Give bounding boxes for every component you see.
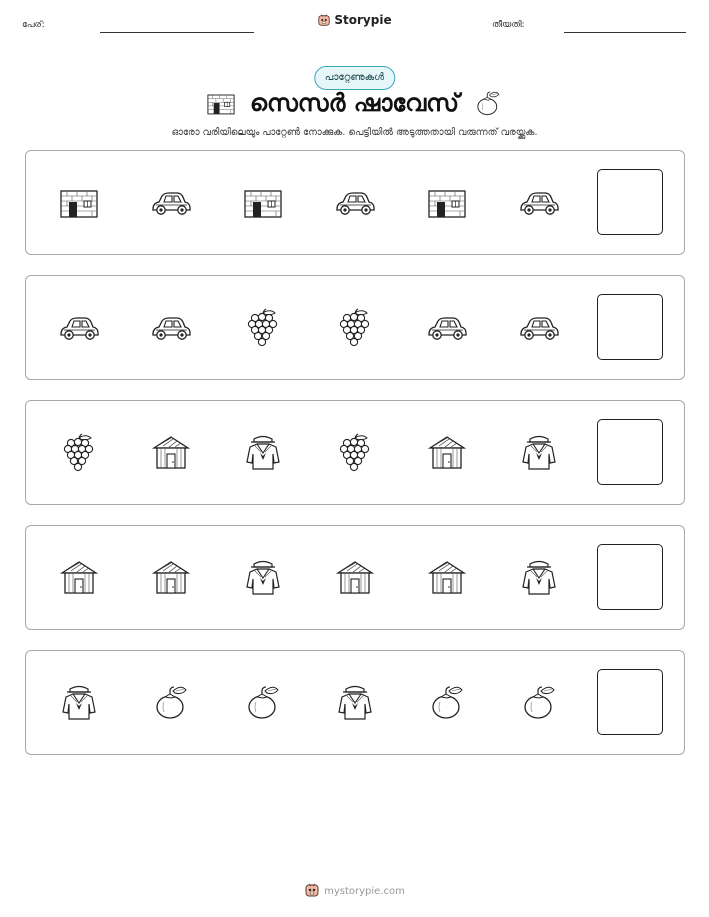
pattern-cell — [333, 307, 377, 347]
page-title: സെസർ ഷാവേസ് — [249, 89, 460, 117]
grapes-icon — [333, 432, 377, 472]
pattern-cell — [517, 432, 561, 472]
wooden-house-icon — [149, 432, 193, 472]
wooden-house-icon — [425, 557, 469, 597]
pattern-cell — [517, 182, 561, 222]
pattern-cell — [333, 557, 377, 597]
pattern-cell — [425, 182, 469, 222]
answer-box[interactable] — [597, 544, 663, 610]
footer-url[interactable]: mystorypie.com — [324, 886, 405, 897]
name-label: പേര്: — [22, 20, 45, 30]
pattern-cell — [241, 307, 285, 347]
car-icon — [425, 307, 469, 347]
pattern-row — [25, 150, 685, 255]
grapes-icon — [333, 307, 377, 347]
wooden-house-icon — [149, 557, 193, 597]
car-icon — [149, 307, 193, 347]
sailor-shirt-icon — [241, 557, 285, 597]
wooden-house-icon — [57, 557, 101, 597]
pattern-cell — [149, 307, 193, 347]
title-row — [0, 88, 709, 122]
tomato-icon — [472, 88, 504, 118]
pattern-cell — [241, 557, 285, 597]
pattern-cell — [57, 307, 101, 347]
brand — [0, 13, 709, 27]
category-badge: പാറ്റേണുകൾ — [314, 66, 395, 90]
brick-house-icon — [425, 182, 469, 222]
name-line[interactable] — [100, 32, 254, 33]
car-icon — [517, 182, 561, 222]
pattern-cell — [425, 307, 469, 347]
pattern-row — [25, 400, 685, 505]
storypie-logo-icon — [317, 13, 331, 27]
pattern-cell — [57, 182, 101, 222]
brick-house-icon — [205, 88, 237, 118]
pattern-cell — [149, 682, 193, 722]
tomato-icon — [149, 682, 193, 722]
pattern-row — [25, 525, 685, 630]
date-line[interactable] — [564, 32, 686, 33]
sailor-shirt-icon — [241, 432, 285, 472]
answer-box[interactable] — [597, 669, 663, 735]
pattern-cell — [517, 307, 561, 347]
pattern-cell — [241, 182, 285, 222]
pattern-cell — [57, 432, 101, 472]
pattern-cell — [425, 682, 469, 722]
car-icon — [333, 182, 377, 222]
pattern-cell — [333, 682, 377, 722]
pattern-cell — [149, 182, 193, 222]
pattern-row — [25, 650, 685, 755]
car-icon — [149, 182, 193, 222]
answer-box[interactable] — [597, 169, 663, 235]
storypie-logo-icon — [304, 882, 320, 898]
pattern-cell — [57, 557, 101, 597]
pattern-cell — [517, 682, 561, 722]
sailor-shirt-icon — [333, 682, 377, 722]
brand-name: Storypie — [334, 13, 392, 27]
instructions: ഓരോ വരിയിലെയും പാറ്റേൺ നോക്കുക. പെട്ടിയിൽ അടുത്തതായി വരുന്നത് വരയ്ക്കുക. — [171, 127, 538, 138]
sailor-shirt-icon — [517, 432, 561, 472]
pattern-row — [25, 275, 685, 380]
car-icon — [57, 307, 101, 347]
tomato-icon — [425, 682, 469, 722]
grapes-icon — [241, 307, 285, 347]
pattern-cell — [425, 557, 469, 597]
tomato-icon — [241, 682, 285, 722]
pattern-cell — [241, 682, 285, 722]
answer-box[interactable] — [597, 294, 663, 360]
pattern-cell — [57, 682, 101, 722]
wooden-house-icon — [425, 432, 469, 472]
pattern-cell — [517, 557, 561, 597]
pattern-cell — [241, 432, 285, 472]
sailor-shirt-icon — [517, 557, 561, 597]
car-icon — [517, 307, 561, 347]
brick-house-icon — [241, 182, 285, 222]
pattern-cell — [149, 432, 193, 472]
wooden-house-icon — [333, 557, 377, 597]
grapes-icon — [57, 432, 101, 472]
answer-box[interactable] — [597, 419, 663, 485]
pattern-cell — [333, 182, 377, 222]
pattern-cell — [425, 432, 469, 472]
sailor-shirt-icon — [57, 682, 101, 722]
pattern-cell — [149, 557, 193, 597]
pattern-cell — [333, 432, 377, 472]
footer — [0, 882, 709, 898]
tomato-icon — [517, 682, 561, 722]
brick-house-icon — [57, 182, 101, 222]
date-label: തീയതി: — [492, 20, 525, 30]
